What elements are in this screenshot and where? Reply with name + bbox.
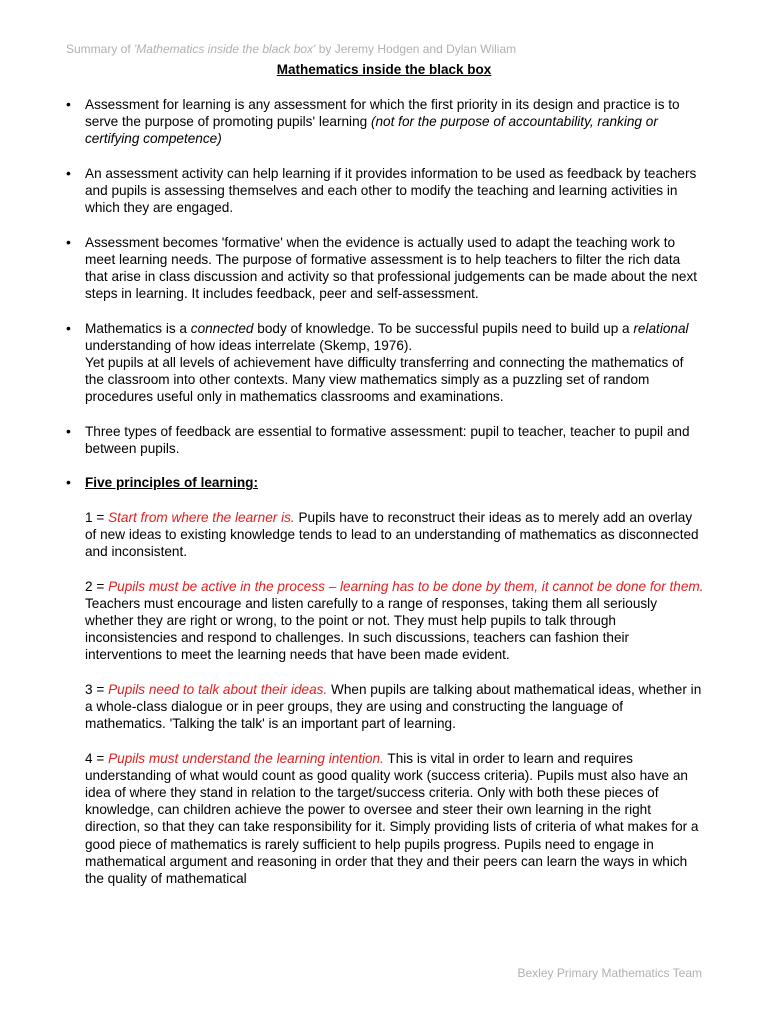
bullet-italic-text: relational [633,320,689,336]
bullet-text: understanding of how ideas interrelate (Skemp, 1976). [85,337,413,353]
principle-2 [85,578,706,664]
principle-highlight: Pupils must be active in the process – learning has to be done by them, it cannot be done for them. [108,578,704,594]
document-title: Mathematics inside the black box [276,62,492,77]
bullet-assessment-for-learning [66,96,706,148]
principle-text: When pupils are talking about mathematical ideas, whether in a whole-class dialogue or in peer groups, they are using and constructing the language of mathematics. 'Talking the talk' is an important part of learning. [85,681,702,732]
principle-number: 2 = [85,578,109,594]
principle-text: This is vital in order to learn and requires understanding of what would count as good quality work (success criteria). Pupils must also have an idea of where they stand in relation to the target/success criteria. Only with both these pieces of knowledge, can children achieve the power to oversee and steer their own learning in the right direction, so that they can take responsibility for it. Simply providing lists of criteria of what makes for a good piece of mathematics is rarely sufficient to help pupils progress. Pupils need to engage in mathematical argument and reasoning in order that they and their peers can learn the ways in which the quality of mathematical [85,750,699,886]
header-suffix: by Jeremy Hodgen and Dylan Wiliam [315,42,517,56]
bullet-italic-text: connected [190,320,254,336]
bullet-formative-assessment [66,234,706,303]
bullet-paragraph: Yet pupils at all levels of achievement have difficulty transferring and connecting the mathematics of the classroom into other contexts. Many view mathematics simply as a puzzling set of random procedures useful only in mathematics classrooms and examinations. [85,355,684,405]
principle-number: 4 = [85,750,109,766]
bullet-paragraph [85,320,706,354]
page-footer: Bexley Primary Mathematics Team [517,966,702,980]
bullet-feedback-types [66,423,706,457]
principle-highlight: Pupils must understand the learning intention. [108,750,384,766]
bullet-principles-heading [66,474,706,491]
principle-number: 1 = [85,509,109,525]
bullet-text: body of knowledge. To be successful pupils need to build up a [253,320,634,336]
bullet-text: Mathematics is a [85,320,191,336]
page-header [66,42,516,56]
bullet-paragraph: • An assessment activity can help learning if it provides information to be used as feedback by teachers and pupils is assessing themselves and each other to modify the teaching and learning activities in which they are engaged. [85,165,697,216]
principle-text: Teachers must encourage and listen carefully to a range of responses, taking them all seriously whether they are right or wrong, to the point or not. They must help pupils to talk through inconsistencies and respond to challenges. In such discussions, teachers can fashion their interventions to meet the learning needs that have been made evident. [85,595,657,663]
bullet-paragraph [85,96,706,148]
principle-highlight: Pupils need to talk about their ideas. [108,681,328,697]
bullet-text: Assessment for learning is any assessment for which the first priority in its design and practice is to serve the purpose of promoting pupils' learning [85,97,680,130]
principle-highlight: Start from where the learner is. [108,509,295,525]
document-body [66,96,706,887]
principle-1 [85,509,706,561]
principle-3 [85,681,706,733]
bullet-paragraph: • Three types of feedback are essential to formative assessment: pupil to teacher, teacher to pupil and between pupils. [85,423,690,456]
principle-number: 3 = [85,681,109,697]
principle-4 [85,750,706,888]
principles-heading: • Five principles of learning: [85,475,258,491]
header-prefix: Summary of [66,42,135,56]
bullet-assessment-activity [66,165,706,217]
bullet-paragraph: • Assessment becomes 'formative' when the evidence is actually used to adapt the teaching work to meet learning needs. The purpose of formative assessment is to help teachers to filter the rich data that arise in class discussion and activity so that professional judgements can be made about the next steps in learning. It includes feedback, peer and self-assessment. [85,234,698,302]
principle-text: Pupils have to reconstruct their ideas as to merely add an overlay of new ideas to existing knowledge tends to lead to an understanding of mathematics as disconnected and inconsistent. [85,509,699,560]
header-book-title: 'Mathematics inside the black box' [134,42,316,56]
bullet-italic-text: (not for the purpose of accountability, ranking or certifying competence) [85,114,658,147]
bullet-connected-knowledge [66,320,706,406]
